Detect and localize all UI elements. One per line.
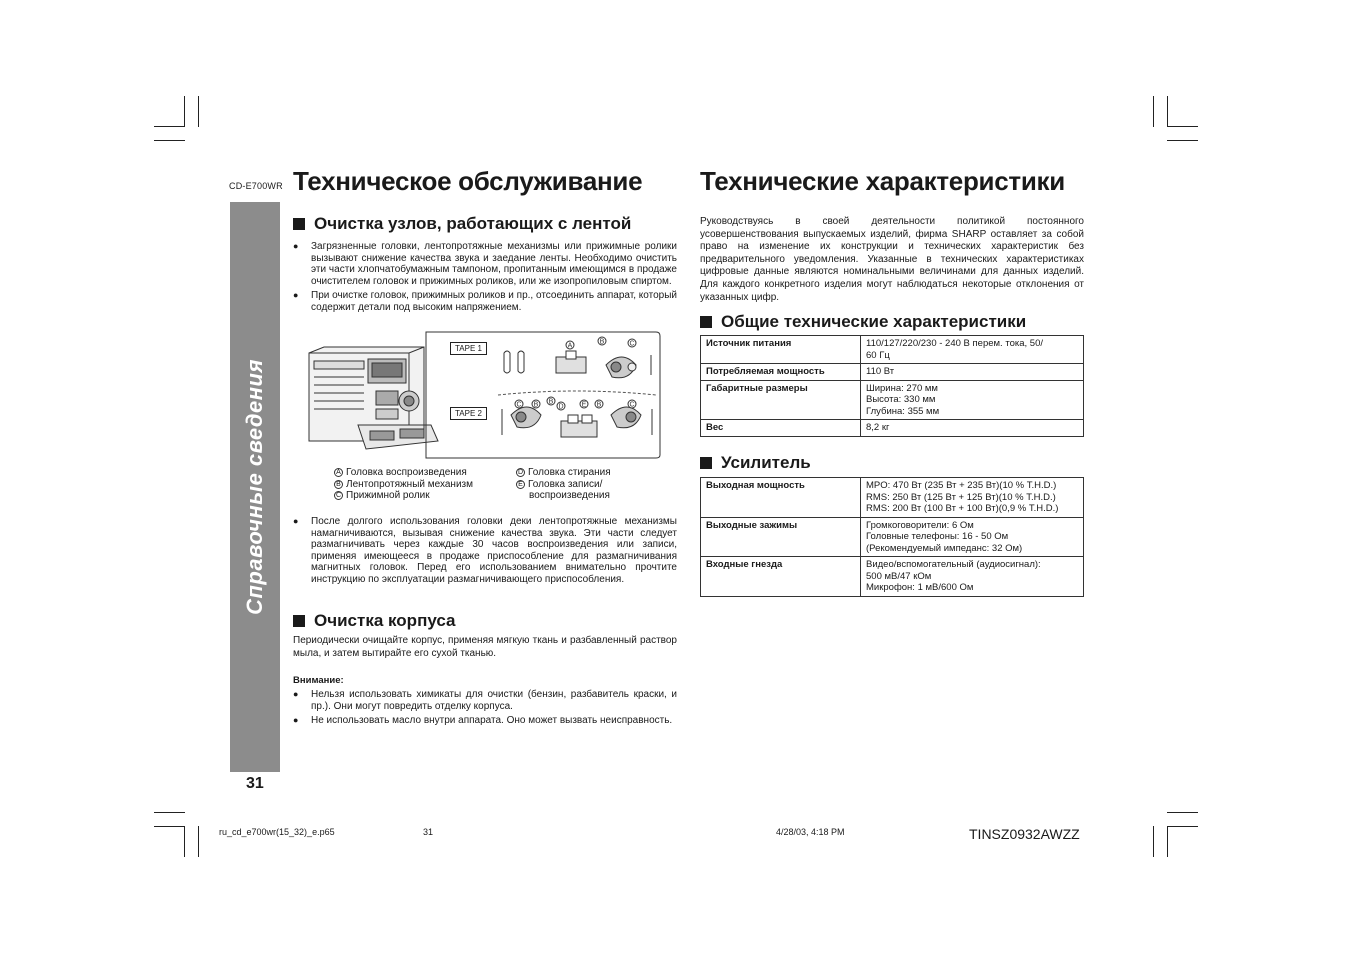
spec-key: Потребляемая мощность	[701, 364, 861, 381]
marker-b-icon	[598, 337, 606, 346]
legend-item	[334, 490, 473, 502]
svg-text:B: B	[533, 401, 539, 409]
spec-value-line: 500 мВ/47 кОм	[866, 570, 932, 582]
sidebar-tab	[230, 202, 280, 772]
section-square-icon	[700, 457, 712, 469]
spec-value	[861, 478, 1084, 518]
legend-text: Головка записи/	[528, 478, 603, 490]
svg-text:B: B	[599, 338, 605, 346]
table-row	[701, 420, 1084, 437]
spec-value-line: (Рекомендуемый импеданс: 32 Ом)	[866, 542, 1023, 554]
figure-legend-left	[334, 467, 473, 502]
spec-key: Вес	[701, 420, 861, 437]
footer-date: 4/28/03, 4:18 PM	[776, 827, 845, 837]
amplifier-heading-text: Усилитель	[721, 453, 811, 472]
list-item: ● После долгого использования головки деки лентопротяжные механизмы намагничиваются, вызывая снижение качества звука. Эти части следует размагничивать через каждые 30 часов воспроизведения или записи, применяя имеющееся в продаже приспособление для размагничивания магнитных головок. Перед его использованием внимательно прочтите инструкцию по эксплуатации размагничивающего приспособления.	[293, 516, 677, 586]
marker-c-icon: C	[335, 492, 342, 500]
caution-title: Внимание:	[293, 675, 344, 686]
spec-value-line: RMS: 200 Вт (100 Вт + 100 Вт)(0,9 % T.H.D.)	[866, 503, 1059, 514]
marker-d-icon: D	[517, 469, 524, 476]
list-item: ● Нельзя использовать химикаты для очистки (бензин, разбавитель краски, и пр.). Они могут повредить отделку корпуса.	[293, 689, 677, 712]
tape1-label: TAPE 1	[450, 342, 487, 355]
figure-legend-right	[516, 467, 611, 502]
legend-item	[516, 479, 611, 491]
marker-d-icon	[557, 402, 565, 411]
list-item: ● При очистке головок, прижимных роликов и пр., отсоединить аппарат, который содержит детали под высоким напряжением.	[293, 290, 677, 313]
amplifier-heading	[700, 453, 811, 473]
page-number: 31	[246, 775, 264, 792]
marker-a-icon: A	[334, 468, 343, 477]
sidebar-label: Справочные сведения	[242, 359, 267, 615]
legend-text: Головка стирания	[528, 467, 611, 478]
general-specs-table	[700, 335, 1084, 437]
crop-mark	[1167, 140, 1198, 141]
spec-value-line: 8,2 кг	[866, 422, 890, 433]
crop-mark	[154, 826, 185, 827]
marker-e-icon	[580, 400, 588, 409]
spec-value-line: Глубина: 355 мм	[866, 405, 940, 417]
crop-mark	[1167, 126, 1198, 127]
marker-c-icon	[628, 339, 636, 348]
spec-value	[861, 380, 1084, 420]
section-square-icon	[293, 218, 305, 230]
general-specs-heading	[700, 312, 1026, 332]
spec-value-line: 60 Гц	[866, 349, 890, 361]
cassette-deck-figure	[306, 331, 661, 459]
legend-item	[334, 467, 473, 479]
section-square-icon	[700, 316, 712, 328]
legend-text: Лентопротяжный механизм	[346, 478, 473, 490]
legend-item	[516, 467, 611, 479]
document-code: TINSZ0932AWZZ	[969, 826, 1080, 842]
crop-mark	[1167, 96, 1168, 127]
tape2-label: TAPE 2	[450, 407, 487, 420]
spec-value-line: Ширина: 270 мм	[866, 382, 938, 394]
table-row	[701, 364, 1084, 381]
case-cleaning-heading-text: Очистка корпуса	[314, 611, 456, 630]
svg-text:A: A	[567, 342, 573, 350]
svg-text:B: B	[596, 401, 602, 409]
crop-mark	[154, 126, 185, 127]
svg-text:C: C	[629, 340, 635, 348]
section-square-icon	[293, 615, 305, 627]
crop-mark	[154, 140, 185, 141]
table-row	[701, 336, 1084, 364]
demagnetize-list	[293, 516, 677, 589]
table-row	[701, 478, 1084, 518]
legend-item	[334, 479, 473, 491]
svg-text:D: D	[558, 403, 564, 411]
case-cleaning-heading	[293, 611, 455, 631]
spec-value	[861, 336, 1084, 364]
crop-mark	[198, 96, 199, 127]
crop-mark	[1167, 812, 1198, 813]
svg-text:C: C	[629, 401, 635, 409]
spec-value	[861, 364, 1084, 381]
legend-text: Прижимной ролик	[346, 490, 430, 502]
spec-key: Выходные зажимы	[701, 517, 861, 557]
specifications-intro: Руководствуясь в своей деятельности политикой постоянного усовершенствования выпускаемых изделий, фирма SHARP оставляет за собой право на изменение их конструкции и технических характеристик без предварительного уведомления. Указанные в технических характеристиках цифровые данные являются номинальными величинами для данных изделий. Для каждого конкретного изделия могут наблюдаться некоторые отклонения от указанных цифр.	[700, 216, 1084, 303]
spec-value-line: 110 Вт	[866, 366, 895, 377]
specifications-title: Технические характеристики	[700, 166, 1065, 196]
spec-key: Выходная мощность	[701, 478, 861, 518]
crop-mark	[154, 812, 185, 813]
footer-page: 31	[423, 827, 434, 837]
legend-text: воспроизведения	[529, 490, 610, 502]
marker-e-icon: E	[516, 480, 525, 489]
spec-value-line: Громкоговорители: 6 Ом	[866, 519, 974, 531]
marker-b-icon	[547, 397, 555, 406]
spec-key: Габаритные размеры	[701, 380, 861, 420]
caution-list	[293, 689, 677, 730]
amplifier-specs-table	[700, 477, 1084, 597]
spec-value-line: RMS: 250 Вт (125 Вт + 125 Вт)(10 % T.H.D.)	[866, 491, 1056, 503]
spec-value-line: Головные телефоны: 16 - 50 Ом	[866, 531, 1009, 542]
list-item: ● Загрязненные головки, лентопротяжные механизмы или прижимные ролики вызывают снижение качества звука и заедание ленты. Необходимо очистить эти части хлопчатобумажным тампоном, пропитанным имеющимся в продаже очистителем головок и прижимных роликов, или же изопропиловым спиртом.	[293, 241, 677, 287]
marker-b-icon: B	[334, 480, 343, 489]
crop-mark	[1167, 826, 1168, 857]
list-item: ● Не использовать масло внутри аппарата. Оно может вызвать неисправность.	[293, 715, 677, 727]
spec-value-line: Видео/вспомогательный (аудиосигнал):	[866, 559, 1041, 570]
crop-mark	[1167, 826, 1198, 827]
spec-value	[861, 517, 1084, 557]
svg-text:C: C	[516, 401, 522, 409]
table-row	[701, 517, 1084, 557]
marker-a-icon	[566, 341, 574, 350]
crop-mark	[184, 96, 185, 127]
spec-value	[861, 420, 1084, 437]
legend-text: Головка воспроизведения	[346, 467, 467, 478]
svg-text:B: B	[548, 398, 554, 406]
marker-b-icon	[532, 400, 540, 409]
model-label: CD-E700WR	[229, 181, 283, 191]
marker-c-icon	[515, 400, 523, 409]
marker-c-icon	[628, 400, 636, 409]
tape-cleaning-heading-text: Очистка узлов, работающих с лентой	[314, 214, 632, 233]
case-cleaning-text: Периодически очищайте корпус, применяя мягкую ткань и разбавленный раствор мыла, и затем вытирайте его сухой тканью.	[293, 635, 677, 659]
marker-b-icon	[595, 400, 603, 409]
crop-mark	[1153, 96, 1154, 127]
maintenance-title: Техническое обслуживание	[293, 166, 643, 196]
crop-mark	[1153, 826, 1154, 857]
spec-value-line: Микрофон: 1 мВ/600 Ом	[866, 582, 974, 593]
footer-filename: ru_cd_e700wr(15_32)_e.p65	[219, 827, 335, 837]
spec-value-line: MPO: 470 Вт (235 Вт + 235 Вт)(10 % T.H.D.)	[866, 480, 1057, 491]
spec-key: Источник питания	[701, 336, 861, 364]
tape-cleaning-heading	[293, 214, 631, 234]
table-row	[701, 380, 1084, 420]
spec-key: Входные гнезда	[701, 557, 861, 597]
crop-mark	[184, 826, 185, 857]
crop-mark	[198, 826, 199, 857]
svg-text:E: E	[581, 401, 587, 409]
spec-value	[861, 557, 1084, 597]
tape-cleaning-list	[293, 241, 677, 317]
table-row	[701, 557, 1084, 597]
general-specs-heading-text: Общие технические характеристики	[721, 312, 1027, 331]
spec-value-line: Высота: 330 мм	[866, 394, 936, 405]
legend-item	[516, 490, 611, 502]
spec-value-line: 110/127/220/230 - 240 В перем. тока, 50/	[866, 338, 1043, 349]
